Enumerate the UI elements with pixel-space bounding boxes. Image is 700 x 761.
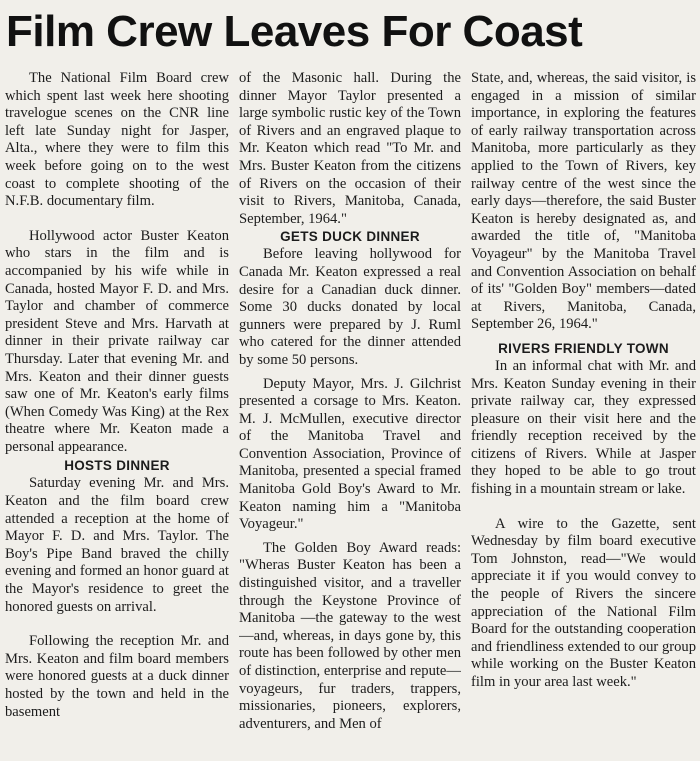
subheading-rivers-friendly-town: RIVERS FRIENDLY TOWN [498, 340, 669, 356]
column-1 [5, 70, 229, 760]
paragraph: The National Film Board crew which spent last week here shooting travelogue scenes on the CNR line left late Sunday night for Jasper, Alta., where they were to film this week before going on to the west coast to complete shooting of the N.F.B. documentary film. [5, 70, 229, 210]
column-3 [471, 70, 696, 760]
paragraph: Following the reception Mr. and Mrs. Keaton and film board members were honored guests at a duck dinner hosted by the town and held in the basement [5, 633, 229, 720]
headline: Film Crew Leaves For Coast [6, 7, 583, 56]
paragraph: The Golden Boy Award reads: "Wheras Buster Keaton has been a distinguished visitor, and a traveller through the Keystone Province of Manitoba —the gateway to the west—and, whereas, in days gone by, this route has been followed by other men of distinction, enterprise and repute—voyageurs, fur traders, trappers, missionaries, pioneers, explorers, adventurers, and Men of [239, 539, 461, 732]
paragraph: Hollywood actor Buster Keaton who stars in the film and is accompanied by his wife while in Canada, hosted Mayor F. D. and Mrs. Taylor and chamber of commerce president Steve and Mrs. Harvath at dinner in their private railway car Thursday. Later that evening Mr. and Mrs. Keaton and their dinner guests saw one of Mr. Keaton's early films (When Comedy Was King) at the Rex theatre where Mr. Keaton made a personal appearance. [5, 227, 229, 455]
subheading-gets-duck-dinner: GETS DUCK DINNER [280, 229, 420, 245]
paragraph: of the Masonic hall. During the dinner Mayor Taylor presented a large symbolic rustic key of the Town of Rivers and an engraved plaque to Mr. Keaton which read "To Mr. and Mrs. Buster Keaton from the citizens of Rivers on the occasion of their visit to Rivers, Manitoba, Canada, September, 1964." [239, 70, 461, 227]
paragraph: Before leaving hollywood for Canada Mr. Keaton expressed a real desire for a Canadian duck dinner. Some 30 ducks donated by local gunners were prepared by J. Ruml who catered for the dinner attended by some 50 persons. [239, 246, 461, 368]
paragraph: State, and, whereas, the said visitor, is engaged in a mission of similar importance, in exploring the features of early railway transportation across Manitoba, more particularly as they applied to the Town of Rivers, key railway centre of the west since the early days—therefore, the said Buster Keaton is hereby designated as, and awarded the title of, "Manitoba Voyageur" by the Manitoba Travel and Convention Association on behalf of its' "Golden Boy" members—dated at Rivers, Manitoba, Canada, September 26, 1964." [471, 70, 696, 333]
paragraph: A wire to the Gazette, sent Wednesday by film board executive Tom Johnston, read—"We would appreciate it if you would convey to the people of Rivers the sincere appreciation of the National Film Board for the outstanding cooperation and friendliness extended to our group while working on the Buster Keaton film in your area last week." [471, 515, 696, 690]
subheading-hosts-dinner: HOSTS DINNER [64, 458, 170, 474]
paragraph: In an informal chat with Mr. and Mrs. Keaton Sunday evening in their private railway car, they expressed pleasure on their visit here and the friendly reception received by the citizens of Rivers. While at Jasper they hoped to be able to go trout fishing in a mountain stream or lake. [471, 357, 696, 498]
paragraph: Saturday evening Mr. and Mrs. Keaton and the film board crew attended a reception at the home of Mayor F. D. and Mrs. Taylor. The Boy's Pipe Band braved the chilly evening and formed an honor guard at the Mayor's residence to greet the honored guests on arrival. [5, 475, 229, 615]
column-2 [239, 70, 461, 760]
paragraph: Deputy Mayor, Mrs. J. Gilchrist presented a corsage to Mrs. Keaton. M. J. McMullen, executive director of the Manitoba Travel and Convention Association, Province of Manitoba, presented a special framed Manitoba Gold Boy's Award to Mr. Keaton naming him a "Manitoba Voyageur." [239, 375, 461, 533]
